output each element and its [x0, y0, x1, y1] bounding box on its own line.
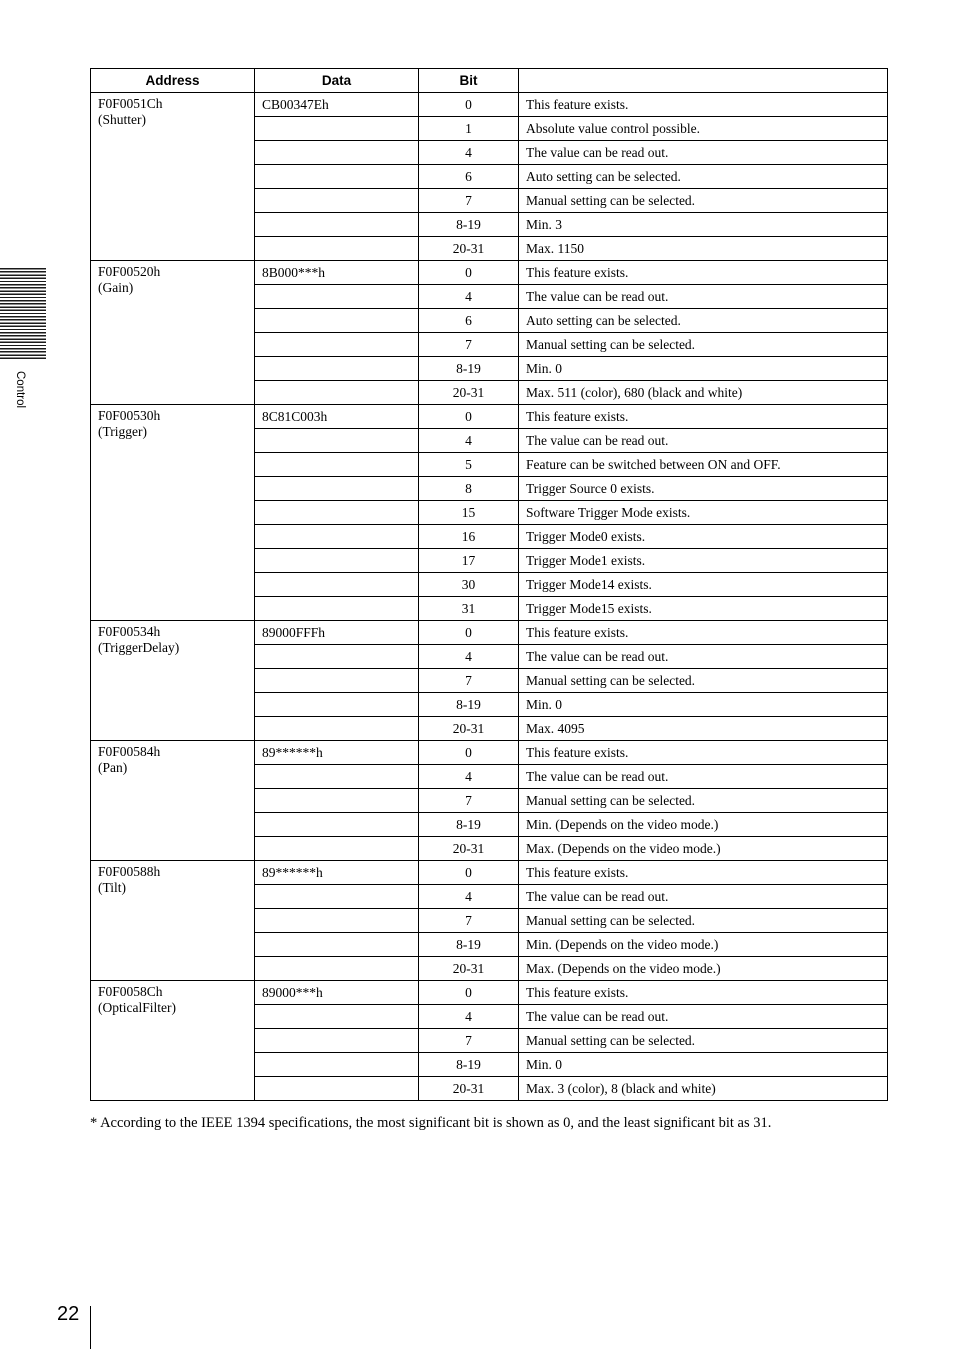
bit-cell: 20-31	[419, 237, 519, 261]
data-cell	[255, 789, 419, 813]
bit-cell: 4	[419, 1005, 519, 1029]
register-name: (Pan)	[98, 760, 128, 775]
data-cell	[255, 429, 419, 453]
data-cell: 8C81C003h	[255, 405, 419, 429]
data-cell	[255, 237, 419, 261]
description-cell: Min. 3	[519, 213, 888, 237]
description-cell: This feature exists.	[519, 405, 888, 429]
description-cell: Max. 4095	[519, 717, 888, 741]
bit-cell: 0	[419, 861, 519, 885]
description-cell: Auto setting can be selected.	[519, 309, 888, 333]
description-cell: Auto setting can be selected.	[519, 165, 888, 189]
bit-cell: 4	[419, 285, 519, 309]
description-cell: Absolute value control possible.	[519, 117, 888, 141]
table-row	[91, 261, 888, 285]
page-number: 22	[57, 1303, 80, 1325]
bit-cell: 31	[419, 597, 519, 621]
data-cell	[255, 549, 419, 573]
bit-cell: 7	[419, 1029, 519, 1053]
data-cell	[255, 525, 419, 549]
bit-cell: 8-19	[419, 813, 519, 837]
data-cell	[255, 1029, 419, 1053]
data-cell: CB00347Eh	[255, 93, 419, 117]
table-row	[91, 621, 888, 645]
bit-cell: 5	[419, 453, 519, 477]
address-cell	[91, 261, 255, 405]
bit-cell: 0	[419, 621, 519, 645]
data-cell	[255, 957, 419, 981]
data-cell	[255, 933, 419, 957]
bit-cell: 7	[419, 669, 519, 693]
description-cell: Min. 0	[519, 693, 888, 717]
data-cell	[255, 909, 419, 933]
bit-cell: 0	[419, 981, 519, 1005]
description-cell: Trigger Source 0 exists.	[519, 477, 888, 501]
register-name: (Gain)	[98, 280, 134, 295]
data-cell	[255, 309, 419, 333]
description-cell: The value can be read out.	[519, 765, 888, 789]
register-address: F0F00584h	[98, 744, 161, 759]
description-cell: Min. (Depends on the video mode.)	[519, 813, 888, 837]
data-cell	[255, 1005, 419, 1029]
bit-cell: 20-31	[419, 1077, 519, 1101]
bit-cell: 8-19	[419, 1053, 519, 1077]
bit-cell: 4	[419, 885, 519, 909]
data-cell	[255, 573, 419, 597]
register-name: (Shutter)	[98, 112, 146, 127]
description-cell: The value can be read out.	[519, 429, 888, 453]
address-cell	[91, 741, 255, 861]
table-body	[91, 93, 888, 1101]
register-address: F0F00534h	[98, 624, 161, 639]
description-cell: Max. 3 (color), 8 (black and white)	[519, 1077, 888, 1101]
description-cell: Min. (Depends on the video mode.)	[519, 933, 888, 957]
bit-cell: 7	[419, 333, 519, 357]
data-cell: 8B000***h	[255, 261, 419, 285]
description-cell: Max. 1150	[519, 237, 888, 261]
data-cell	[255, 165, 419, 189]
page-number-rule	[90, 1306, 91, 1349]
description-cell: Manual setting can be selected.	[519, 789, 888, 813]
data-cell: 89******h	[255, 861, 419, 885]
table-row	[91, 741, 888, 765]
register-address: F0F00520h	[98, 264, 161, 279]
description-cell: This feature exists.	[519, 93, 888, 117]
bit-cell: 4	[419, 429, 519, 453]
data-cell	[255, 453, 419, 477]
address-cell	[91, 405, 255, 621]
bit-cell: 7	[419, 789, 519, 813]
address-cell	[91, 981, 255, 1101]
bit-cell: 15	[419, 501, 519, 525]
address-cell	[91, 93, 255, 261]
data-cell	[255, 381, 419, 405]
data-cell	[255, 765, 419, 789]
description-cell: Min. 0	[519, 357, 888, 381]
bit-cell: 20-31	[419, 837, 519, 861]
description-cell: Trigger Mode0 exists.	[519, 525, 888, 549]
data-cell	[255, 813, 419, 837]
data-cell	[255, 693, 419, 717]
header-bit: Bit	[419, 69, 519, 93]
table-row	[91, 405, 888, 429]
data-cell	[255, 333, 419, 357]
data-cell	[255, 477, 419, 501]
bit-cell: 20-31	[419, 957, 519, 981]
data-cell: 89000***h	[255, 981, 419, 1005]
bit-cell: 8-19	[419, 357, 519, 381]
header-description	[519, 69, 888, 93]
data-cell	[255, 213, 419, 237]
description-cell: Manual setting can be selected.	[519, 669, 888, 693]
bit-cell: 8-19	[419, 693, 519, 717]
data-cell	[255, 1053, 419, 1077]
section-tab-label: Control	[14, 371, 26, 409]
data-cell	[255, 669, 419, 693]
bit-cell: 20-31	[419, 381, 519, 405]
bit-cell: 8-19	[419, 213, 519, 237]
address-cell	[91, 861, 255, 981]
data-cell	[255, 357, 419, 381]
data-cell	[255, 717, 419, 741]
data-cell	[255, 597, 419, 621]
data-cell	[255, 885, 419, 909]
data-cell	[255, 189, 419, 213]
description-cell: Trigger Mode14 exists.	[519, 573, 888, 597]
bit-cell: 4	[419, 141, 519, 165]
description-cell: This feature exists.	[519, 981, 888, 1005]
data-cell	[255, 1077, 419, 1101]
data-cell: 89000FFFh	[255, 621, 419, 645]
description-cell: Manual setting can be selected.	[519, 1029, 888, 1053]
footnote: * According to the IEEE 1394 specifications, the most significant bit is shown as 0, and the least significant bit as 31.	[90, 1115, 772, 1131]
description-cell: Max. (Depends on the video mode.)	[519, 957, 888, 981]
data-cell	[255, 837, 419, 861]
header-address: Address	[91, 69, 255, 93]
description-cell: This feature exists.	[519, 261, 888, 285]
bit-cell: 7	[419, 909, 519, 933]
bit-cell: 1	[419, 117, 519, 141]
data-cell	[255, 285, 419, 309]
description-cell: Max. (Depends on the video mode.)	[519, 837, 888, 861]
register-name: (Trigger)	[98, 424, 147, 439]
bit-cell: 0	[419, 93, 519, 117]
data-cell: 89******h	[255, 741, 419, 765]
description-cell: Software Trigger Mode exists.	[519, 501, 888, 525]
register-table	[90, 68, 888, 1101]
description-cell: Max. 511 (color), 680 (black and white)	[519, 381, 888, 405]
description-cell: Min. 0	[519, 1053, 888, 1077]
bit-cell: 17	[419, 549, 519, 573]
bit-cell: 4	[419, 645, 519, 669]
table-row	[91, 981, 888, 1005]
header-data: Data	[255, 69, 419, 93]
description-cell: Trigger Mode15 exists.	[519, 597, 888, 621]
description-cell: Manual setting can be selected.	[519, 189, 888, 213]
description-cell: Feature can be switched between ON and OFF.	[519, 453, 888, 477]
description-cell: The value can be read out.	[519, 885, 888, 909]
bit-cell: 4	[419, 765, 519, 789]
table-header-row	[91, 69, 888, 93]
data-cell	[255, 645, 419, 669]
bit-cell: 8-19	[419, 933, 519, 957]
bit-cell: 20-31	[419, 717, 519, 741]
description-cell: The value can be read out.	[519, 141, 888, 165]
register-name: (TriggerDelay)	[98, 640, 180, 655]
bit-cell: 0	[419, 261, 519, 285]
section-tab-marker	[0, 268, 46, 360]
register-name: (OpticalFilter)	[98, 1000, 176, 1015]
register-address: F0F0058Ch	[98, 984, 163, 999]
address-cell	[91, 621, 255, 741]
table-row	[91, 861, 888, 885]
description-cell: The value can be read out.	[519, 1005, 888, 1029]
data-cell	[255, 501, 419, 525]
description-cell: Manual setting can be selected.	[519, 333, 888, 357]
bit-cell: 6	[419, 309, 519, 333]
bit-cell: 16	[419, 525, 519, 549]
description-cell: The value can be read out.	[519, 645, 888, 669]
data-cell	[255, 141, 419, 165]
description-cell: Trigger Mode1 exists.	[519, 549, 888, 573]
description-cell: This feature exists.	[519, 861, 888, 885]
register-address: F0F00530h	[98, 408, 161, 423]
register-name: (Tilt)	[98, 880, 127, 895]
description-cell: This feature exists.	[519, 621, 888, 645]
register-address: F0F0051Ch	[98, 96, 163, 111]
bit-cell: 0	[419, 741, 519, 765]
description-cell: This feature exists.	[519, 741, 888, 765]
table-row	[91, 93, 888, 117]
bit-cell: 7	[419, 189, 519, 213]
bit-cell: 8	[419, 477, 519, 501]
bit-cell: 0	[419, 405, 519, 429]
register-address: F0F00588h	[98, 864, 161, 879]
data-cell	[255, 117, 419, 141]
description-cell: Manual setting can be selected.	[519, 909, 888, 933]
bit-cell: 30	[419, 573, 519, 597]
bit-cell: 6	[419, 165, 519, 189]
description-cell: The value can be read out.	[519, 285, 888, 309]
